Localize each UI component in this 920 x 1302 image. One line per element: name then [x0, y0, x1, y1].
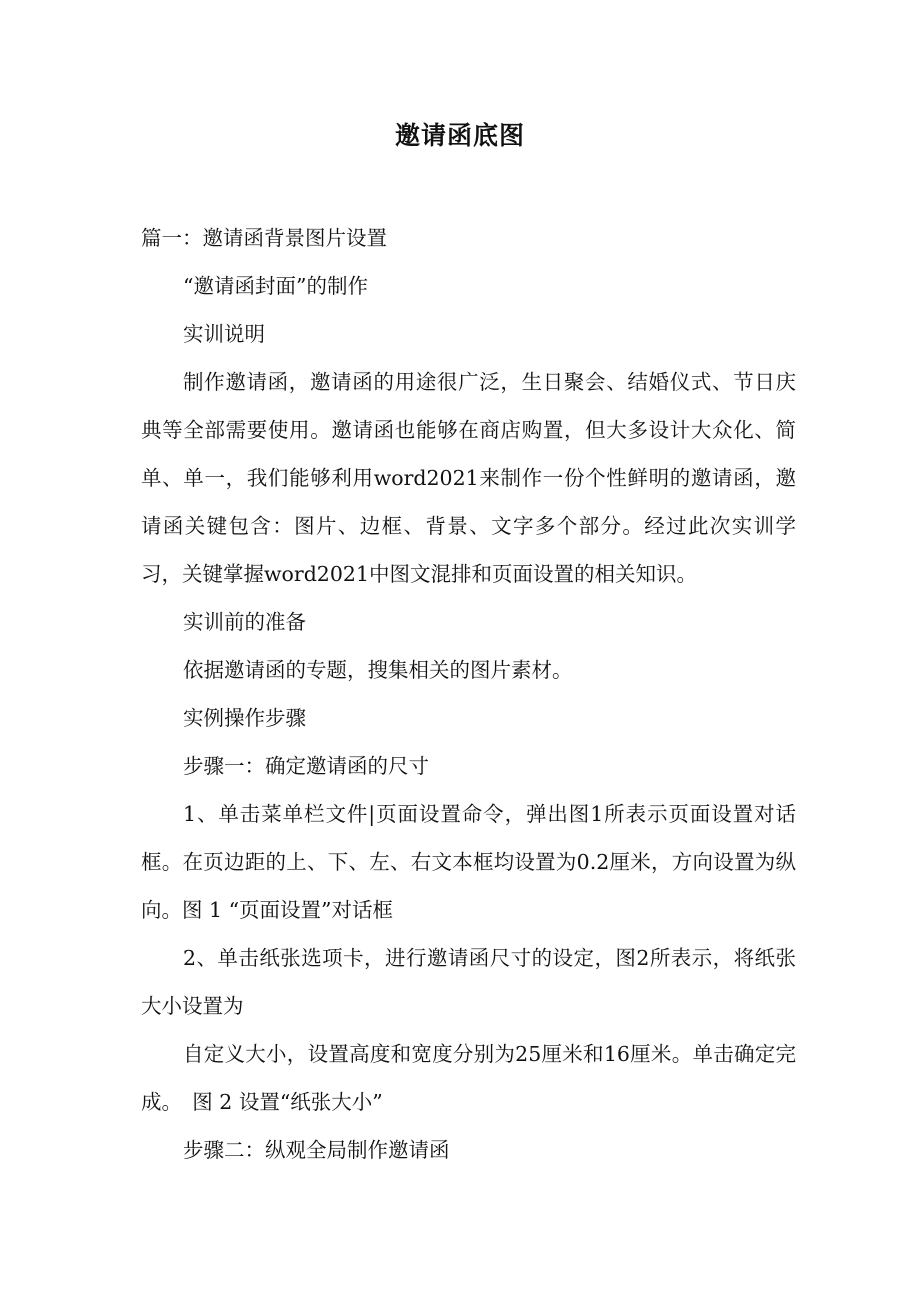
- paragraph: 步骤一：确定邀请函的尺寸: [183, 754, 429, 778]
- paragraph: 实训说明: [183, 322, 265, 346]
- paragraph: 步骤二：纵观全局制作邀请函: [183, 1138, 450, 1162]
- paragraph: “邀请函封面”的制作: [183, 274, 368, 298]
- paragraph: 1、单击菜单栏文件|页面设置命令，弹出图1所表示页面设置对话框。在页边距的上、下、左、右文本框均设置为0.2厘米，方向设置为纵向。图 1 “页面设置”对话框: [141, 802, 796, 922]
- paragraph: 依据邀请函的专题，搜集相关的图片素材。: [183, 658, 573, 682]
- paragraph: 2、单击纸张选项卡，进行邀请函尺寸的设定，图2所表示，将纸张大小设置为: [141, 946, 796, 1018]
- document-title: 邀请函底图: [394, 121, 525, 150]
- section-heading: 篇一：邀请函背景图片设置: [141, 226, 387, 250]
- document-body: [141, 214, 796, 1174]
- paragraph: 实例操作步骤: [183, 706, 306, 730]
- paragraph: 制作邀请函，邀请函的用途很广泛，生日聚会、结婚仪式、节日庆典等全部需要使用。邀请函也能够在商店购置，但大多设计大众化、简单、单一，我们能够利用word2021来制作一份个性鲜明的邀请函，邀请函关键包含：图片、边框、背景、文字多个部分。经过此次实训学习，关键掌握word2021中图文混排和页面设置的相关知识。: [141, 370, 796, 586]
- paragraph: 自定义大小，设置高度和宽度分别为25厘米和16厘米。单击确定完成。 图 2 设置“纸张大小”: [141, 1042, 796, 1114]
- paragraph: 实训前的准备: [183, 610, 306, 634]
